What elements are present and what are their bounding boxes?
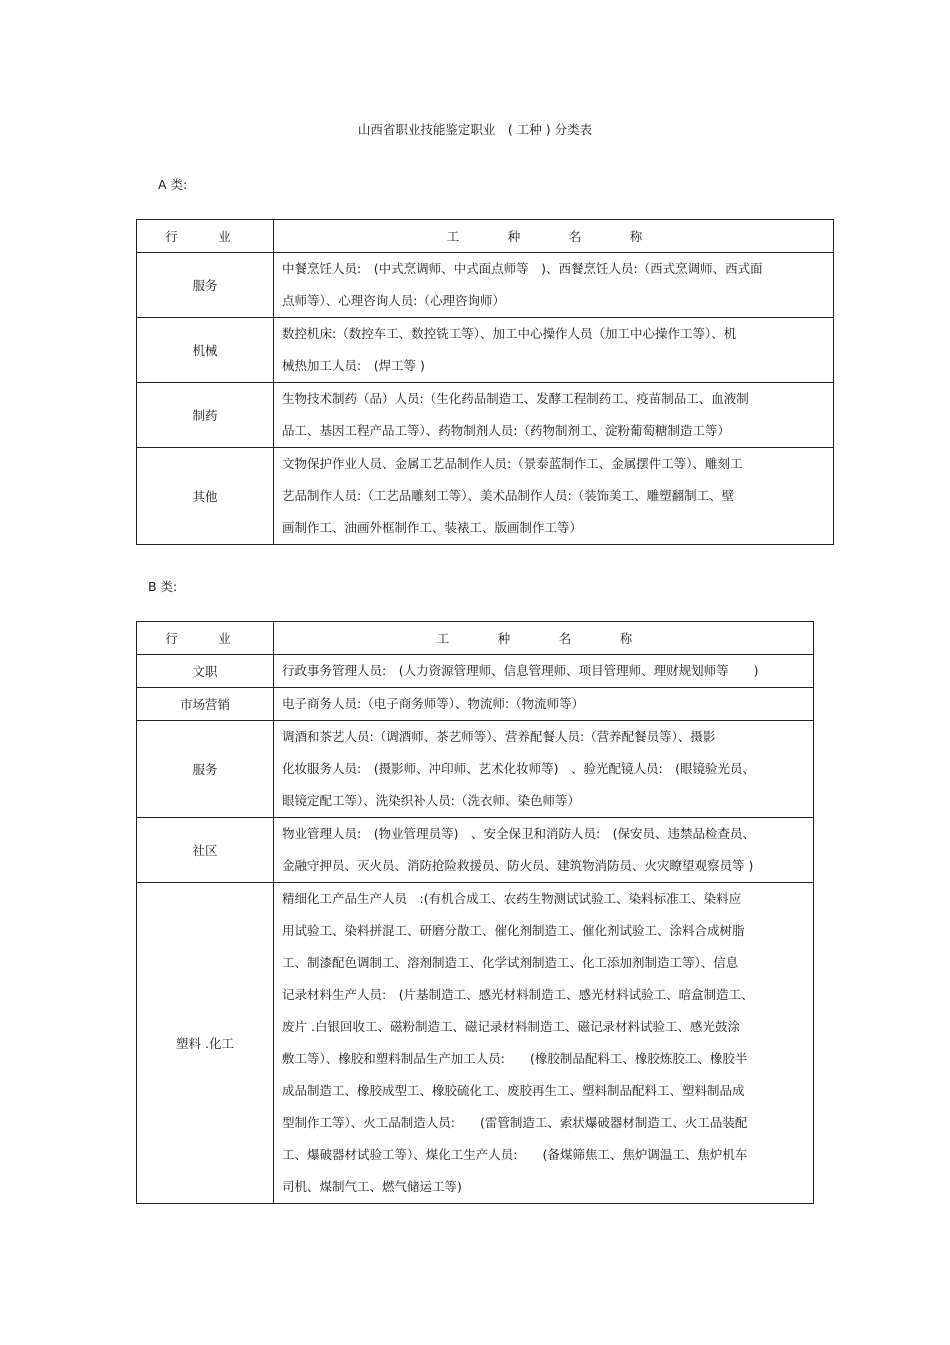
industry-cell: 市场营销 [137, 688, 274, 721]
table-row [137, 383, 834, 448]
trades-line: 工、爆破器材试验工等）、煤化工生产人员: (备煤筛焦工、焦炉调温工、焦炉机车 [282, 1147, 748, 1162]
industry-cell: 塑料 .化工 [137, 883, 274, 1204]
industry-cell: 文职 [137, 655, 274, 688]
trades-line: 废片 .白银回收工、磁粉制造工、磁记录材料制造工、磁记录材料试验工、感光鼓涂 [282, 1019, 740, 1034]
industry-cell: 制药 [137, 383, 274, 448]
trades-line: 敷工等）、橡胶和塑料制品生产加工人员: (橡胶制品配料工、橡胶炼胶工、橡胶半 [282, 1051, 748, 1066]
trades-cell [274, 818, 814, 883]
trades-line: 生物技术制药（品）人员:（生化药品制造工、发酵工程制药工、疫苗制品工、血液制 [282, 391, 749, 406]
header-industry: 行 业 [137, 622, 274, 655]
trades-line: 眼镜定配工等）、洗染织补人员:（洗衣师、染色师等） [282, 793, 580, 808]
trades-cell [274, 655, 814, 688]
trades-line: 艺品制作人员:（工艺品雕刻工等）、美术品制作人员:（装饰美工、雕塑翻制工、壁 [282, 488, 735, 503]
header-trades: 工 种 名 称 [274, 220, 834, 253]
trades-cell [274, 688, 814, 721]
table-row [137, 253, 834, 318]
trades-line: 数控机床:（数控车工、数控铣工等）、加工中心操作人员（加工中心操作工等）、机 [282, 326, 737, 341]
trades-line: 中餐烹饪人员: (中式烹调师、中式面点师等 )、西餐烹饪人员:（西式烹调师、西式面 [282, 261, 763, 276]
table-row [137, 721, 814, 818]
trades-line: 电子商务人员:（电子商务师等）、物流师:（物流师等） [282, 696, 585, 711]
trades-line: 文物保护作业人员、金属工艺品制作人员:（景泰蓝制作工、金属摆件工等）、雕刻工 [282, 456, 743, 471]
trades-line: 调酒和茶艺人员:（调酒师、茶艺师等）、营养配餐人员:（营养配餐员等）、摄影 [282, 729, 716, 744]
table-row [137, 818, 814, 883]
trades-line: 物业管理人员: (物业管理员等) 、安全保卫和消防人员: (保安员、违禁品检查员、 [282, 826, 756, 841]
trades-line: 行政事务管理人员: (人力资源管理师、信息管理师、项目管理师、理财规划师等 ) [282, 663, 759, 678]
trades-cell [274, 383, 834, 448]
trades-cell [274, 721, 814, 818]
table-row [137, 688, 814, 721]
trades-cell [274, 448, 834, 545]
trades-line: 司机、煤制气工、燃气储运工等) [282, 1179, 462, 1194]
trades-line: 型制作工等）、火工品制造人员: (雷管制造工、索状爆破器材制造工、火工品装配 [282, 1115, 748, 1130]
trades-line: 用试验工、染料拼混工、研磨分散工、催化剂制造工、催化剂试验工、涂料合成树脂 [282, 923, 745, 938]
trades-line: 成品制造工、橡胶成型工、橡胶硫化工、废胶再生工、塑料制品配料工、塑料制品成 [282, 1083, 745, 1098]
trades-line: 画制作工、油画外框制作工、装裱工、版画制作工等） [282, 520, 583, 535]
trades-line: 械热加工人员: (焊工等 ) [282, 358, 425, 373]
table-a-header [137, 220, 834, 253]
trades-line: 记录材料生产人员: (片基制造工、感光材料制造工、感光材料试验工、暗盒制造工、 [282, 987, 754, 1002]
header-industry: 行 业 [137, 220, 274, 253]
trades-line: 点师等）、心理咨询人员:（心理咨询师） [282, 293, 505, 308]
table-b [136, 621, 814, 1204]
table-b-header [137, 622, 814, 655]
industry-cell: 机械 [137, 318, 274, 383]
header-trades: 工 种 名 称 [274, 622, 814, 655]
trades-cell [274, 253, 834, 318]
trades-line: 品工、基因工程产品工等）、药物制剂人员:（药物制剂工、淀粉葡萄糖制造工等） [282, 423, 730, 438]
industry-cell: 服务 [137, 253, 274, 318]
section-a-label: A 类: [158, 177, 188, 192]
table-row [137, 448, 834, 545]
trades-line: 精细化工产品生产人员 :(有机合成工、农药生物测试试验工、染料标准工、染料应 [282, 891, 742, 906]
table-row [137, 318, 834, 383]
table-row [137, 655, 814, 688]
industry-cell: 社区 [137, 818, 274, 883]
trades-cell [274, 318, 834, 383]
table-row [137, 883, 814, 1204]
trades-line: 化妆服务人员: (摄影师、冲印师、艺术化妆师等) 、验光配镜人员: (眼镜验光员、 [282, 761, 756, 776]
section-b-label: B 类: [148, 579, 178, 594]
table-a [136, 219, 834, 545]
trades-cell [274, 883, 814, 1204]
document-title: 山西省职业技能鉴定职业 ( 工种 ) 分类表 [357, 122, 593, 137]
industry-cell: 服务 [137, 721, 274, 818]
industry-cell: 其他 [137, 448, 274, 545]
trades-line: 工、制漆配色调制工、溶剂制造工、化学试剂制造工、化工添加剂制造工等）、信息 [282, 955, 739, 970]
trades-line: 金融守押员、灭火员、消防抢险救援员、防火员、建筑物消防员、火灾瞭望观察员等 ) [282, 858, 754, 873]
